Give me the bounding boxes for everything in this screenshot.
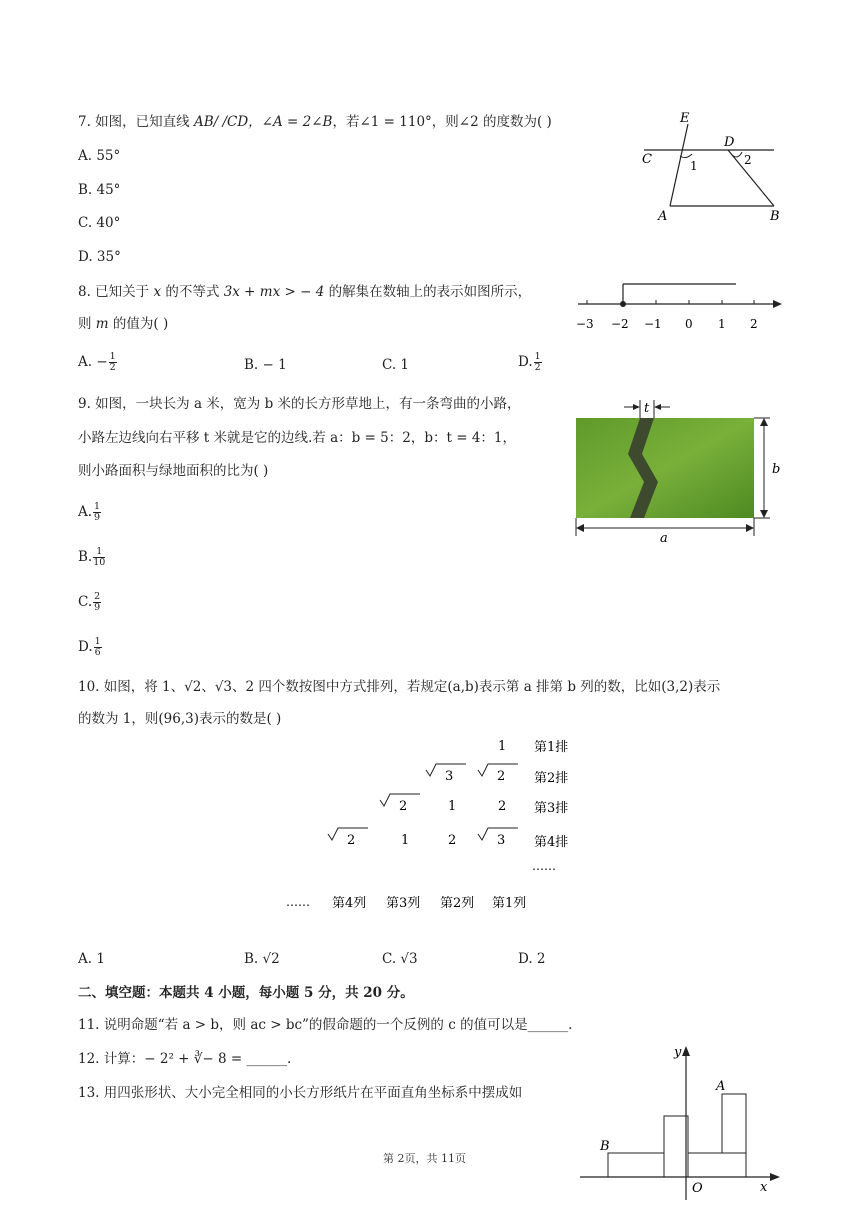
q8-tick-label: −2 bbox=[611, 317, 629, 331]
q8-option-d: D. $\frac{1}{2}$ bbox=[518, 351, 541, 373]
q7-option-b: B. 45° bbox=[78, 182, 121, 198]
q10-cell: 1 bbox=[498, 739, 507, 754]
q10-cell: 2 bbox=[498, 799, 507, 814]
q9-option-d: D. $\frac{1}{6}$ bbox=[78, 636, 101, 658]
q12-text: 12. 计算：− 2² + ∛− 8 = ______. bbox=[78, 1051, 292, 1067]
q7-option-c: C. 40° bbox=[78, 215, 121, 231]
q9-label-a: a bbox=[660, 531, 668, 546]
q13-label-y: y bbox=[674, 1045, 682, 1060]
q10-col-label: 第3列 bbox=[386, 896, 421, 911]
q10-row-label: 第3排 bbox=[534, 801, 569, 816]
q10-row-label: 第4排 bbox=[534, 835, 569, 850]
q10-cell: 3 bbox=[497, 833, 506, 848]
q7-label-b: B bbox=[770, 209, 780, 224]
q10-col-label: 第2列 bbox=[440, 896, 475, 911]
q13-label-a: A bbox=[716, 1079, 726, 1094]
q10-cell: 3 bbox=[445, 769, 454, 784]
q11-text: 11. 说明命题“若 a > b，则 ac > bc”的假命题的一个反例的 c 的值可以是______. bbox=[78, 1017, 573, 1033]
q10-ellipsis-rows: …… bbox=[532, 859, 556, 873]
q10-cell: 1 bbox=[448, 799, 457, 814]
q8-option-c: C. 1 bbox=[382, 357, 410, 373]
q10-line2: 的数为 1，则(96,3)表示的数是( ) bbox=[78, 711, 282, 727]
q10-row-label: 第1排 bbox=[534, 740, 569, 755]
q8-option-b: B. − 1 bbox=[244, 357, 287, 373]
q8-line2: 则 m 的值为( ) bbox=[78, 316, 169, 332]
q13-text: 13. 用四张形状、大小完全相同的小长方形纸片在平面直角坐标系中摆成如 bbox=[78, 1085, 523, 1101]
q10-option-b: B. √2 bbox=[244, 951, 280, 967]
q9-label-b: b bbox=[772, 462, 781, 477]
q7-label-a: A bbox=[658, 209, 668, 224]
q10-row-label: 第2排 bbox=[534, 771, 569, 786]
q10-figure bbox=[280, 730, 600, 920]
q13-rect bbox=[688, 1153, 746, 1177]
q7-label-c: C bbox=[642, 152, 652, 167]
q13-rect bbox=[664, 1116, 688, 1177]
q7-stem: 7. 如图，已知直线 AB/ /CD，∠A = 2∠B，若∠1 = 110°，则∠2 的度数为( ) bbox=[78, 114, 552, 130]
q13-rect bbox=[722, 1094, 746, 1153]
q13-figure bbox=[576, 1040, 786, 1204]
q10-col-label: 第4列 bbox=[332, 896, 367, 911]
q8-number-line bbox=[570, 278, 790, 334]
q10-cell: 2 bbox=[399, 799, 408, 814]
q10-option-c: C. √3 bbox=[382, 951, 418, 967]
q13-label-b: B bbox=[600, 1139, 610, 1154]
q8-tick-label: 0 bbox=[685, 317, 693, 331]
q10-cell: 1 bbox=[401, 833, 410, 848]
q8-tick-marks bbox=[587, 300, 754, 304]
page-footer: 第 2页，共 11页 bbox=[383, 1152, 466, 1165]
q9-figure bbox=[570, 396, 790, 546]
q10-line1: 10. 如图，将 1、√2、√3、2 四个数按图中方式排列，若规定(a,b)表示第 a 排第 b 列的数，比如(3,2)表示 bbox=[78, 679, 721, 695]
q8-option-a: A. − $\frac{1}{2}$ bbox=[78, 351, 116, 373]
q10-cell: 2 bbox=[347, 833, 356, 848]
q10-cell: 2 bbox=[497, 769, 506, 784]
q9-label-t: t bbox=[644, 401, 650, 416]
q7-option-d: D. 35° bbox=[78, 249, 121, 265]
q8-tick-label: −1 bbox=[644, 317, 662, 331]
q9-line1: 9. 如图，一块长为 a 米，宽为 b 米的长方形草地上，有一条弯曲的小路， bbox=[78, 396, 521, 412]
q7-option-a: A. 55° bbox=[78, 148, 121, 164]
q9-line2: 小路左边线向右平移 t 米就是它的边线.若 a：b = 5：2，b：t = 4：1， bbox=[78, 430, 516, 446]
q10-ellipsis-cols: …… bbox=[286, 895, 310, 909]
q10-option-a: A. 1 bbox=[78, 951, 105, 967]
section-heading: 二、填空题：本题共 4 小题，每小题 5 分，共 20 分。 bbox=[78, 985, 414, 1001]
q7-figure bbox=[636, 108, 786, 226]
q8-tick-label: −3 bbox=[576, 317, 594, 331]
q9-option-c: C. $\frac{2}{9}$ bbox=[78, 591, 101, 613]
q8-tick-label: 2 bbox=[750, 317, 758, 331]
q10-cell: 2 bbox=[448, 833, 457, 848]
q7-label-d: D bbox=[724, 135, 735, 150]
q8-line1: 8. 已知关于 x 的不等式 3x + mx > − 4 的解集在数轴上的表示如图所示， bbox=[78, 284, 532, 300]
q8-tick-label: 1 bbox=[718, 317, 726, 331]
q10-col-label: 第1列 bbox=[492, 896, 527, 911]
q7-label-2: 2 bbox=[744, 153, 752, 167]
q7-label-e: E bbox=[680, 111, 690, 126]
q13-label-x: x bbox=[760, 1180, 768, 1195]
q10-option-d: D. 2 bbox=[518, 951, 546, 967]
q9-option-a: A. $\frac{1}{9}$ bbox=[78, 501, 101, 523]
q13-label-o: O bbox=[692, 1181, 703, 1196]
q13-rect bbox=[608, 1153, 664, 1177]
q9-line3: 则小路面积与绿地面积的比为( ) bbox=[78, 463, 269, 479]
q9-lawn bbox=[576, 418, 754, 518]
q9-option-b: B. $\frac{1}{10}$ bbox=[78, 546, 106, 568]
q7-label-1: 1 bbox=[690, 159, 698, 173]
